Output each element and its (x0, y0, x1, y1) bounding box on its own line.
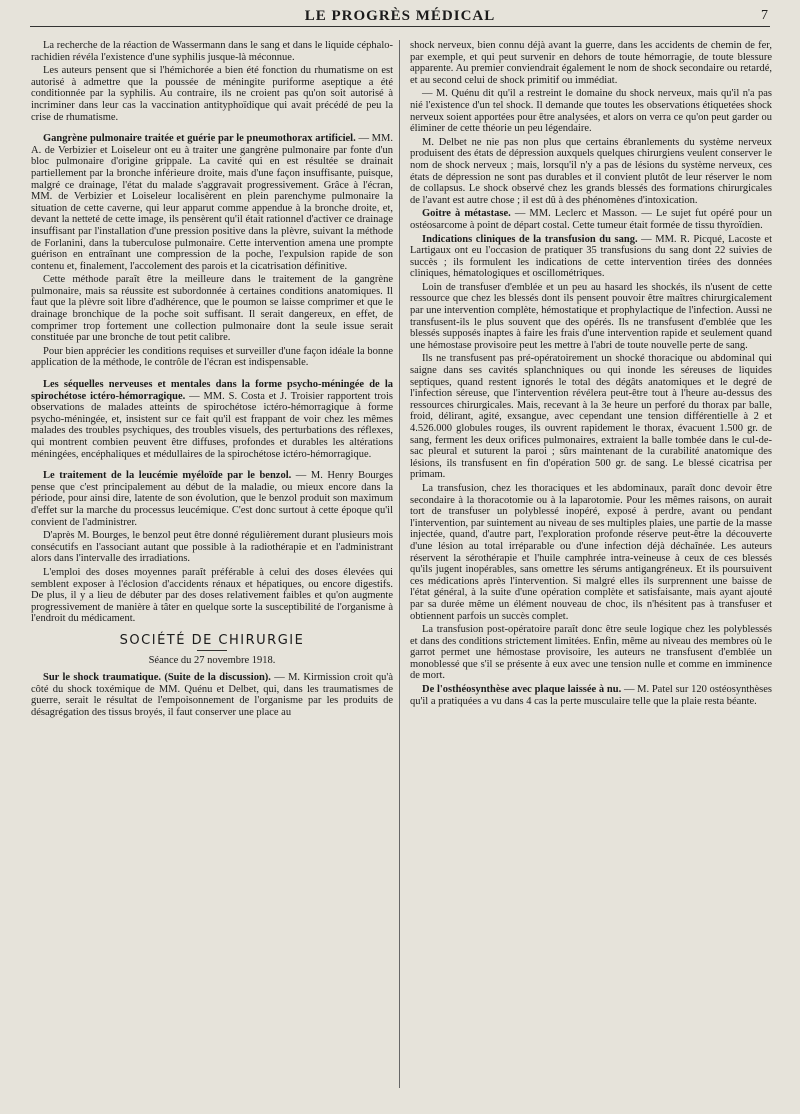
paragraph: Le traitement de la leucémie myéloïde par le benzol. — M. Henry Bourges pense que c'est principalement au début de la maladie, ou mieux encore dans la période, pour ainsi dire, latente de son évolution, que le benzol produit son maximum d'effet sur la marche du processus leucémique. C'est donc surtout à cette époque qu'il convient de l'administrer. (31, 470, 393, 528)
paragraph-lead: Les séquelles nerveuses et mentales dans la forme psycho-méningée de la spirochétose ictéro-hémorragique. (31, 379, 393, 402)
paragraph-lead: Gangrène pulmonaire traitée et guérie par le pneumothorax artificiel. (43, 133, 356, 145)
section-rule (197, 650, 227, 651)
left-column (31, 40, 393, 720)
paragraph: Sur le shock traumatique. (Suite de la discussion). — M. Kirmission croit qu'à côté du shock toxémique de MM. Quénu et Delbet, qui, dans les traumatismes de guerre, serait le résultat de l'empoisonnement de l'organisme par les produits de désagrégation des tissus broyés, il faut conserver une place au (31, 672, 393, 718)
paragraph: Les auteurs pensent que si l'hémichorée a bien été fonction du rhumatisme on est autorisé à admettre que la poussée de méningite puriforme aseptique a été conditionnée par la syphilis. Au contraire, ils ne croient pas qu'on soit autorisé à incriminer dans leur cas la vaccination antityphoïdique qui avait précédé de peu la crise de rhumatisme. (31, 65, 393, 123)
paragraph-lead: Goitre à métastase. (422, 208, 511, 220)
running-title: LE PROGRÈS MÉDICAL (304, 8, 496, 24)
paragraph-lead: Sur le shock traumatique. (Suite de la discussion). (43, 672, 271, 684)
paragraph: De l'osthéosynthèse avec plaque laissée à nu. — M. Patel sur 120 ostéosynthèses qu'il a pratiquées a vu dans 4 cas la perte musculaire telle que la plaie resta béante. (410, 684, 772, 707)
paragraph: Goitre à métastase. — MM. Leclerc et Masson. — Le sujet fut opéré pour un ostéosarcome à point de départ costal. Cette tumeur était formée de tissu thyroïdien. (410, 208, 772, 231)
paragraph: Indications cliniques de la transfusion du sang. — MM. R. Picqué, Lacoste et Lartigaux ont eu l'occasion de pratiquer 35 transfusions du sang dont 22 suivies de succès ; ils formulent les indications de cette intervention tirées des données cliniques, hématologiques et oscillométriques. (410, 233, 772, 280)
paragraph: Les séquelles nerveuses et mentales dans la forme psycho-méningée de la spirochétose ictéro-hémorragique. — MM. S. Costa et J. Troisier rapportent trois observations de malades atteints de spirochétose ictéro-hémorragique à forme psycho-méningée, et, insistent sur ce fait qu'il est frappant de voir chez les mêmes malades des troubles psychiques, des troubles visuels, des perturbations des réflexes, qui montrent combien peuvent être diffuses, profondes et durables les altérations méningées, encéphaliques et médullaires de la spirochétose ictéro-hémorragique. (31, 379, 393, 460)
page-number: 7 (761, 8, 768, 23)
paragraph: La transfusion, chez les thoraciques et les abdominaux, paraît donc devoir être secondaire à la thoracotomie ou à la laparotomie. Pour les mêmes raisons, on aurait tort de transfuser un polyblessé inopéré, exposé à perdre, avant ou pendant l'intervention, par suintement au niveau de ses multiples plaies, une partie de la masse injectée, quand, d'autre part, l'exploration profonde réserve peut-être la découverte d'une lésion au total irréparable ou d'une infection déjà déchaînée. Les auteurs réservent la sérothérapie et l'huile camphrée intra-veineuse à ceux de ces blessés qu'ils jugent inopérables, sans omettre les sérums antigangréneux. Et ils poursuivent ces médications après l'intervention. Si malgré elles ils surprennent une baisse de l'état général, à la suite d'une opération complète et satisfaisante, mais ayant ajouté par sa durée même un élément nouveau de choc, ils n'hésitent pas à transfuser et obtiennent parfois un succès complet. (410, 482, 772, 622)
paragraph: Ils ne transfusent pas pré-opératoirement un shocké thoracique ou abdominal qui saigne dans ses cavités splanchniques ou qui inonde les séreuses de liquides septiques, quand restent ignorés le total des dégâts anatomiques et le degré de l'infection séreuse, que l'intervention révélera peut-être tout à l'heure au-dessus des ressources chirurgicales. Mais, recevant à la 3e heure un perforé du thorax par balle, froid, délirant, agité, exsangue, avec cependant une tension différentielle à 2 et 4.526.000 globules rouges, ils ouvrent rapidement le thorax, évacuent 1.500 gr. de sang, ferment les deux orifices pulmonaires, extraient la balle tombée dans le cul-de-sac pleural et suturent la paroi ; sûrs maintenant de la curabilité anatomique des lésions, ils transfusent en fin d'opération 500 gr. de sang. Le blessé cicatrisa per primam. (410, 353, 772, 481)
header-rule (30, 26, 770, 27)
paragraph: Cette méthode paraît être la meilleure dans le traitement de la gangrène pulmonaire, mais sa réussite est subordonnée à certaines conditions anatomiques. Il faut que la plèvre soit libre d'adhérence, que le poumon se laisse comprimer et que le drainage bronchique de la poche soit suffisant. Il serait dangereux, en effet, de comprimer trop fortement une collection pulmonaire dont la seule issue serait constituée par une bronche de tout petit calibre. (31, 274, 393, 344)
paragraph-lead: Indications cliniques de la transfusion du sang. (422, 233, 638, 245)
right-column (410, 40, 772, 709)
paragraph: M. Delbet ne nie pas non plus que certains ébranlements du système nerveux produisent des états de dépression auxquels quelques chirurgiens veulent conserver le nom de shock nerveux ; mais, lorsqu'il n'y a pas de lésions du système nerveux, ces états de dépression ne sont pas durables et il convient plutôt de leur réserver le nom de collapsus. Le shock observé chez les grands blessés des formations chirurgicales de l'avant est autre chose ; il est dû à des phénomènes d'intoxication. (410, 136, 772, 206)
section-title: SOCIÉTÉ DE CHIRURGIE (31, 635, 393, 651)
paragraph: Pour bien apprécier les conditions requises et surveiller d'une façon idéale la bonne application de la méthode, le contrôle de l'écran est indispensable. (31, 345, 393, 369)
paragraph: shock nerveux, bien connu déjà avant la guerre, dans les accidents de chemin de fer, par exemple, et qui peut survenir en dehors de toute hémorragie, de toute blessure apparente. Au premier conviendrait également le nom de shock secondaire ou retardé, et au second celui de shock primitif ou immédiat. (410, 40, 772, 86)
paragraph-lead: Le traitement de la leucémie myéloïde par le benzol. (43, 470, 292, 482)
paragraph-lead: De l'osthéosynthèse avec plaque laissée à nu. (422, 684, 622, 696)
paragraph: La transfusion post-opératoire paraît donc être seule logique chez les polyblessés et dans des conditions strictement limitées. Enfin, même au niveau des membres où le garrot permet une hémostase provisoire, les auteurs ne transfusent d'emblée un monoblessé que s'il se présente à eux avec une tension nulle et comme en imminence de mort. (410, 624, 772, 682)
paragraph: L'emploi des doses moyennes paraît préférable à celui des doses élevées qui semblent exposer à l'éclosion d'accidents rénaux et hépatiques, ou encore digestifs. De plus, il y a lieu de débuter par des doses relativement faibles et qu'on augmente progressivement de manière à tâter en quelque sorte la susceptibilité de l'organisme à l'endroit du médicament. (31, 566, 393, 625)
paragraph: La recherche de la réaction de Wassermann dans le sang et dans le liquide céphalo-rachidien révéla l'existence d'une syphilis jusque-là méconnue. (31, 40, 393, 63)
paragraph: — M. Quénu dit qu'il a restreint le domaine du shock nerveux, mais qu'il n'a pas nié l'existence d'un tel shock. Il demande que toutes les observations étiquetées shock nerveux soient apportées pour être analysées, et alors on verra ce qu'on peut garder ou éliminer de cette théorie un peu légendaire. (410, 88, 772, 135)
paragraph: Gangrène pulmonaire traitée et guérie par le pneumothorax artificiel. — MM. A. de Verbizier et Loiseleur ont eu à traiter une gangrène pulmonaire par fonte d'un bloc pulmonaire d'origine grippale. La cavité qui en est résultée se drainait partiellement par la bronche inférieure droite, mais d'une façon insuffisante, puisque, malgré ce drainage, l'état du malade s'aggravait progressivement. Grâce à l'écran, MM. de Verbizier et Loiseleur localisèrent en plein parenchyme pulmonaire la situation de cette caverne, qui leur apparut comme appendue à la bronche droite, et, devant la netteté de cette image, ils pensèrent qu'il était rationnel d'activer ce drainage insuffisant par l'installation d'une pression positive dans la plèvre, suivant la méthode de Forlanini, dans la tuberculose pulmonaire. Cette intervention amena une prompte guérison en entraînant une compression de la poche, l'expulsion rapide de son contenu et, finalement, l'accolement des parois et la cicatrisation définitive. (31, 133, 393, 272)
column-divider (399, 40, 400, 1088)
session-date: Séance du 27 novembre 1918. (148, 654, 276, 666)
paragraph: Loin de transfuser d'emblée et un peu au hasard les shockés, ils n'usent de cette ressource que chez les blessés dont ils pensent pouvoir être maîtres chirurgicalement par une intervention complète, hémostatique et prophylactique de l'infection. Aussi ne transfusent-ils le plus souvent que des opérés. Ils ne transfusent d'emblée que les blessés supposés inaptes à faire les frais d'une intervention rapide et seulement quand une hémostase provisoire peut les mettre à l'abri de toute nouvelle perte de sang. (410, 281, 772, 351)
paragraph: D'après M. Bourges, le benzol peut être donné régulièrement durant plusieurs mois consécutifs en l'associant autant que possible à la radiothérapie et en l'administrant alors dans l'intervalle des irradiations. (31, 530, 393, 565)
